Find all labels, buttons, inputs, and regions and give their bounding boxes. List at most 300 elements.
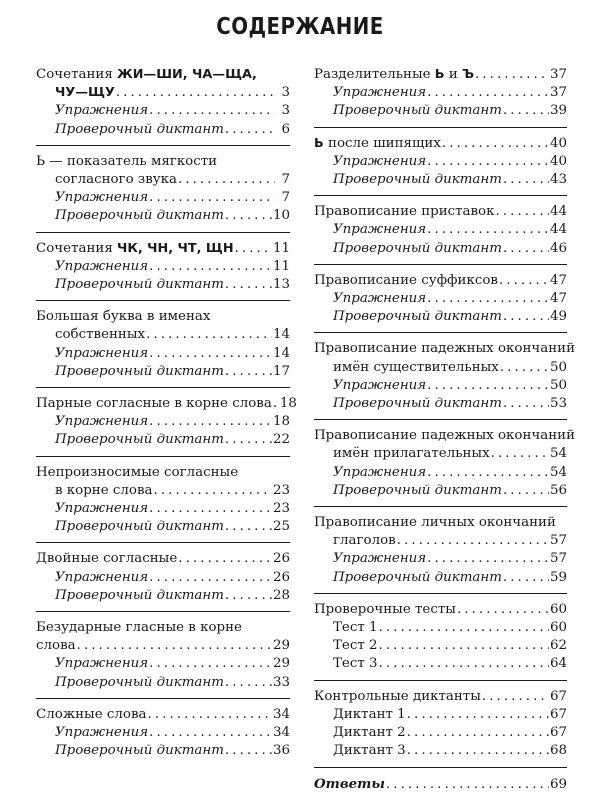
toc-line[interactable] <box>36 724 290 742</box>
toc-entry-title <box>314 66 474 84</box>
divider <box>36 387 290 388</box>
toc-line[interactable] <box>314 724 567 742</box>
toc-entry-title-text: Правописание падежных окончаний <box>314 428 576 444</box>
toc-entry-title-text: Ь — показатель мягкости <box>36 153 218 169</box>
toc-line[interactable] <box>36 518 290 536</box>
toc-entry-title-cont <box>55 482 153 500</box>
divider <box>36 698 290 699</box>
toc-line[interactable] <box>36 258 290 276</box>
toc-entry-title-text: Сочетания <box>36 240 118 256</box>
toc-line[interactable] <box>36 276 290 294</box>
toc-entry-title-text: Непроизносимые согласные <box>36 464 239 480</box>
dot-leader <box>225 674 272 692</box>
toc-page-number: 11 <box>272 258 290 274</box>
toc-entry <box>36 240 290 295</box>
toc-line[interactable] <box>36 189 290 207</box>
toc-entry-title-text: Правописание падежных окончаний <box>314 341 576 357</box>
toc-line[interactable] <box>36 66 290 84</box>
toc-entry-title-text: Сложные слова <box>36 706 147 722</box>
toc-page-number: 33 <box>272 674 290 690</box>
toc-line[interactable] <box>36 102 290 120</box>
toc-entry-title <box>314 203 494 221</box>
dot-leader <box>427 290 549 308</box>
toc-page-number: 17 <box>272 363 290 379</box>
toc-line[interactable] <box>314 601 567 619</box>
toc-subentry-title: Упражнения <box>55 414 149 430</box>
toc-entry <box>314 427 576 500</box>
dot-leader <box>495 203 548 221</box>
toc-subentry-title: Упражнения <box>55 258 149 274</box>
toc-page-number: 54 <box>549 446 567 462</box>
toc-subentry-title: Проверочный диктант <box>55 519 224 535</box>
toc-entry-title-cont <box>333 359 499 377</box>
toc-entry-title <box>314 135 441 153</box>
dot-leader <box>407 724 549 742</box>
toc-entry <box>314 514 567 587</box>
dot-leader <box>225 587 272 605</box>
toc-entry-title-text: глаголов <box>333 533 396 549</box>
toc-entry <box>36 550 290 605</box>
dot-leader <box>386 776 549 794</box>
dot-leader <box>273 395 279 413</box>
toc-line[interactable] <box>314 688 567 706</box>
toc-line[interactable] <box>314 272 567 290</box>
toc-page-number: 7 <box>281 172 290 188</box>
dot-leader <box>503 308 549 326</box>
toc-line[interactable] <box>36 674 290 692</box>
dot-leader <box>149 413 272 431</box>
dot-leader <box>407 742 549 760</box>
toc-subentry-title: Проверочный диктант <box>55 363 224 379</box>
toc-entry-title <box>314 427 575 445</box>
toc-subentry-title: Проверочный диктант <box>333 309 502 325</box>
toc-page-number: 3 <box>281 85 290 101</box>
toc-line[interactable] <box>36 240 290 258</box>
toc-subentry-title: Проверочный диктант <box>55 208 224 224</box>
toc-line[interactable] <box>36 464 290 482</box>
toc-entry-title-cont <box>55 171 177 189</box>
toc-entry-title-text: Безударные гласные в корне <box>36 620 242 636</box>
toc-subentry-title: Проверочный диктант <box>55 587 224 603</box>
toc-page-number: 29 <box>272 656 290 672</box>
toc-page-number: 3 <box>281 103 290 119</box>
toc-line[interactable] <box>36 655 290 673</box>
dot-leader <box>503 171 549 189</box>
toc-entry-title-text: Сочетания <box>36 67 118 82</box>
dot-leader <box>225 276 272 294</box>
toc-entry-title-bold: Ъ <box>462 67 475 82</box>
dot-leader <box>503 102 549 120</box>
toc-page-number: 64 <box>549 656 567 672</box>
toc-subentry-title: Проверочный диктант <box>55 743 224 759</box>
page-title: СОДЕРЖАНИЕ <box>216 14 384 40</box>
toc-page-number: 46 <box>549 240 567 256</box>
toc-page-number: 36 <box>272 743 290 759</box>
toc-page-number: 62 <box>549 638 567 654</box>
toc-subentry-title: Проверочный диктант <box>333 569 502 585</box>
toc-page-number: 37 <box>549 67 567 82</box>
toc-entry <box>314 340 576 413</box>
toc-page-number: 68 <box>549 743 567 759</box>
toc-entry-title-text: Парные согласные в корне слова <box>36 396 272 412</box>
divider <box>36 456 290 457</box>
divider <box>314 767 567 768</box>
toc-subentry-title: Упражнения <box>333 377 427 393</box>
toc-page-number: 54 <box>549 464 567 480</box>
toc-entry-title-cont <box>36 637 76 655</box>
toc-entry-title-bold: Ь <box>434 67 445 82</box>
toc-subentry-title: Упражнения <box>333 153 427 169</box>
toc-subentry-title: Упражнения <box>55 725 149 741</box>
toc-entry-title <box>314 340 575 358</box>
dot-leader <box>146 326 272 344</box>
toc-line[interactable] <box>314 66 567 84</box>
toc-page-number: 67 <box>549 688 567 704</box>
toc-page-number: 43 <box>549 172 567 188</box>
toc-entry-title <box>36 619 242 637</box>
toc-subentry-title: Упражнения <box>55 501 149 517</box>
toc-right-column <box>314 66 576 794</box>
dot-leader <box>235 240 272 258</box>
toc-page-number: 40 <box>549 135 567 151</box>
toc-page-number: 14 <box>272 327 290 343</box>
toc-line[interactable] <box>314 171 567 189</box>
toc-page-number: 56 <box>549 482 567 498</box>
toc-page-number: 34 <box>272 706 290 722</box>
toc-left-column <box>36 66 297 761</box>
toc-line[interactable] <box>314 775 567 794</box>
toc-line[interactable] <box>314 395 567 413</box>
toc-entry-title-text: Правописание личных окончаний <box>314 515 556 531</box>
toc-entry <box>314 601 567 674</box>
divider <box>314 419 567 420</box>
toc-entry-title-text: Разделительные <box>314 67 435 82</box>
toc-line[interactable] <box>36 363 290 381</box>
toc-entry <box>314 135 567 190</box>
dot-leader <box>407 706 549 724</box>
toc-entry-title-text: Двойные согласные <box>36 551 178 567</box>
toc-entry-title-text: ЧУ—ЩУ <box>55 85 115 101</box>
toc-line[interactable] <box>314 102 567 120</box>
toc-page-number: 47 <box>549 291 567 307</box>
dot-leader <box>475 66 549 84</box>
toc-entry-title-text: имён существительных <box>333 359 499 375</box>
toc-entry-title <box>36 308 210 326</box>
divider <box>36 542 290 543</box>
dot-leader <box>225 121 275 139</box>
dot-leader <box>397 532 549 550</box>
toc-entry <box>36 308 290 381</box>
toc-entry-title-text: Контрольные диктанты <box>314 688 481 704</box>
dot-leader <box>149 655 272 673</box>
toc-entry-title-bold: Ь <box>314 135 324 151</box>
dot-leader <box>149 569 272 587</box>
toc-line[interactable] <box>314 359 567 377</box>
toc-page-number: 40 <box>549 153 567 169</box>
toc-page-number: 18 <box>272 414 290 430</box>
toc-entry-title <box>36 550 177 568</box>
toc-entry-title <box>36 395 272 413</box>
toc-page-number: 57 <box>549 533 567 549</box>
toc-subentry-title: Проверочный диктант <box>333 103 502 119</box>
divider <box>36 300 290 301</box>
toc-line[interactable] <box>36 500 290 518</box>
toc-page-number: 29 <box>272 638 290 654</box>
toc-entry-title-text: Правописание приставок <box>314 204 495 220</box>
toc-line[interactable] <box>314 550 567 568</box>
toc-subentry-title: Проверочный диктант <box>55 277 224 293</box>
toc-line[interactable] <box>314 532 567 550</box>
toc-line[interactable] <box>36 326 290 344</box>
toc-subentry-title: Упражнения <box>55 190 149 206</box>
toc-entry-title <box>314 514 556 532</box>
toc-entry-title-bold: ЧК, ЧН, ЧТ, ЩН <box>117 240 234 256</box>
toc-subentry-title: Тест 1 <box>333 620 378 636</box>
dot-leader <box>149 345 272 363</box>
toc-subentry-title: Проверочный диктант <box>333 240 502 256</box>
divider <box>314 127 567 128</box>
toc-entry <box>36 619 290 692</box>
toc-line[interactable] <box>314 84 567 102</box>
dot-leader <box>77 637 272 655</box>
toc-line[interactable] <box>314 377 567 395</box>
toc-page-number: 39 <box>549 103 567 119</box>
dot-leader <box>491 445 549 463</box>
toc-subentry-title: Упражнения <box>55 569 149 585</box>
toc-page-number: 50 <box>549 377 567 393</box>
divider <box>36 145 290 146</box>
dot-leader <box>178 171 275 189</box>
divider <box>314 195 567 196</box>
toc-subentry-title: Проверочный диктант <box>55 432 224 448</box>
dot-leader <box>225 431 272 449</box>
toc-entry-title <box>36 706 147 724</box>
toc-line[interactable] <box>36 637 290 655</box>
toc-subentry-title: Проверочный диктант <box>55 674 224 690</box>
toc-line[interactable] <box>314 445 567 463</box>
toc-entry-title-text: слова <box>36 638 76 654</box>
toc-entry-title <box>36 464 238 482</box>
toc-line[interactable] <box>36 413 290 431</box>
toc-subentry-title: Упражнения <box>333 222 427 238</box>
toc-line[interactable] <box>36 121 290 139</box>
toc-line[interactable] <box>314 742 567 760</box>
dot-leader <box>427 550 549 568</box>
toc-subentry-title: Проверочный диктант <box>333 172 502 188</box>
toc-page-number: 47 <box>549 272 567 288</box>
toc-page-number: 49 <box>549 309 567 325</box>
dot-leader <box>149 189 275 207</box>
toc-subentry-title: Проверочный диктант <box>333 396 502 412</box>
dot-leader <box>148 706 272 724</box>
toc-entry-title-bold: Ответы <box>314 775 385 792</box>
dot-leader <box>149 724 272 742</box>
toc-subentry-title: Проверочный диктант <box>333 482 502 498</box>
toc-line[interactable] <box>36 742 290 760</box>
toc-entry <box>314 203 567 258</box>
toc-entry-title <box>36 153 217 171</box>
dot-leader <box>427 464 549 482</box>
toc-entry-title-bold: ЖИ—ШИ, ЧА—ЩА, <box>117 67 257 82</box>
toc-entry <box>314 66 567 121</box>
toc-page-number: 67 <box>549 725 567 741</box>
toc-page-number: 22 <box>272 432 290 448</box>
toc-line[interactable] <box>36 84 290 102</box>
toc-line[interactable] <box>36 308 290 326</box>
toc-line[interactable] <box>314 240 567 258</box>
dot-leader <box>379 655 549 673</box>
toc-entry-title-text: Большая буква в именах <box>36 309 211 325</box>
toc-line[interactable] <box>314 637 567 655</box>
toc-line[interactable] <box>36 171 290 189</box>
divider <box>314 593 567 594</box>
toc-line[interactable] <box>314 340 576 358</box>
toc-line[interactable] <box>36 207 290 225</box>
toc-page-number: 44 <box>549 222 567 238</box>
toc-line[interactable] <box>314 153 567 171</box>
toc-line[interactable] <box>36 587 290 605</box>
toc-subentry-title: Упражнения <box>333 85 427 101</box>
toc-entry-title-text: собственных <box>55 327 146 343</box>
toc-page-number: 23 <box>272 482 290 498</box>
divider <box>36 611 290 612</box>
toc-subentry-title: Упражнения <box>333 291 427 307</box>
toc-page-number: 26 <box>272 551 290 567</box>
toc-page-number: 59 <box>549 569 567 585</box>
toc-line[interactable] <box>314 482 567 500</box>
toc-entry-title-text: Правописание суффиксов <box>314 272 498 288</box>
toc-page-number: 44 <box>549 204 567 220</box>
toc-page-number: 34 <box>272 725 290 741</box>
toc-line[interactable] <box>36 569 290 587</box>
toc-page-number: 11 <box>272 240 290 256</box>
toc-line[interactable] <box>314 514 567 532</box>
toc-page-number: 28 <box>272 587 290 603</box>
toc-subentry-title: Тест 2 <box>333 638 378 654</box>
dot-leader <box>178 550 272 568</box>
toc-line[interactable] <box>36 482 290 500</box>
toc-line[interactable] <box>314 290 567 308</box>
toc-page-number: 10 <box>272 208 290 224</box>
dot-leader <box>379 637 549 655</box>
dot-leader <box>116 84 275 102</box>
toc-line[interactable] <box>314 464 567 482</box>
toc-line[interactable] <box>36 431 290 449</box>
toc-page-number: 14 <box>272 345 290 361</box>
dot-leader <box>154 482 272 500</box>
toc-entry-title-text: Проверочные тесты <box>314 601 456 617</box>
toc-entry-title <box>36 66 257 84</box>
dot-leader <box>225 518 272 536</box>
toc-subentry-title: Упражнения <box>333 551 427 567</box>
toc-line[interactable] <box>314 655 567 673</box>
toc-entry <box>314 272 567 327</box>
toc-entry-title-text: имён прилагательных <box>333 446 490 462</box>
toc-subentry-title: Проверочный диктант <box>55 121 224 137</box>
toc-line[interactable] <box>314 619 567 637</box>
dot-leader <box>225 742 272 760</box>
toc-subentry-title: Диктант 3 <box>333 743 406 759</box>
toc-page-number: 37 <box>549 85 567 101</box>
toc-page-number: 7 <box>281 190 290 206</box>
toc-page-number: 26 <box>272 569 290 585</box>
toc-entry <box>36 153 290 226</box>
dot-leader <box>149 102 275 120</box>
toc-line[interactable] <box>314 135 567 153</box>
toc-entry-title <box>314 272 498 290</box>
divider <box>314 680 567 681</box>
toc-line[interactable] <box>314 569 567 587</box>
toc-entry <box>36 66 290 139</box>
toc-page-number: 57 <box>549 551 567 567</box>
toc-entry <box>36 706 290 761</box>
toc-line[interactable] <box>314 427 576 445</box>
dot-leader <box>149 258 272 276</box>
toc-subentry-title: Упражнения <box>55 103 149 119</box>
toc-line[interactable] <box>36 619 290 637</box>
toc-entry-title-cont <box>333 445 490 463</box>
toc-page-number: 69 <box>549 776 567 792</box>
dot-leader <box>503 395 549 413</box>
toc-page-number: 6 <box>281 121 290 137</box>
toc-subentry-title: Упражнения <box>55 345 149 361</box>
toc-entry-title <box>314 601 456 619</box>
dot-leader <box>442 135 549 153</box>
dot-leader <box>482 688 549 706</box>
toc-subentry-title: Диктант 2 <box>333 725 406 741</box>
toc-subentry-title: Диктант 1 <box>333 706 406 722</box>
toc-page-number: 18 <box>279 396 297 412</box>
dot-leader <box>499 272 549 290</box>
toc-entry-title-cont <box>55 84 115 102</box>
toc-entry <box>314 775 567 794</box>
toc-entry-title <box>314 688 481 706</box>
toc-line[interactable] <box>36 395 297 413</box>
dot-leader <box>503 482 549 500</box>
dot-leader <box>503 240 549 258</box>
dot-leader <box>427 84 549 102</box>
toc-page-number: 25 <box>272 519 290 535</box>
toc-entry <box>36 464 290 537</box>
dot-leader <box>379 619 549 637</box>
toc-line[interactable] <box>36 550 290 568</box>
divider <box>314 332 567 333</box>
toc-page-number: 53 <box>549 396 567 412</box>
toc-page-number: 50 <box>549 359 567 375</box>
toc-line[interactable] <box>314 203 567 221</box>
toc-page-number: 60 <box>549 620 567 636</box>
toc-entry-title-cont <box>333 532 396 550</box>
toc-line[interactable] <box>36 706 290 724</box>
toc-subentry-title: Упражнения <box>55 656 149 672</box>
divider <box>314 506 567 507</box>
toc-subentry-title: Тест 3 <box>333 656 378 672</box>
toc-line[interactable] <box>314 221 567 239</box>
dot-leader <box>225 363 272 381</box>
toc-page-number: 60 <box>549 601 567 617</box>
toc-page-number: 13 <box>272 277 290 293</box>
toc-line[interactable] <box>314 706 567 724</box>
toc-entry-title-text: в корне слова <box>55 482 153 498</box>
dot-leader <box>457 601 549 619</box>
toc-page-number: 23 <box>272 501 290 517</box>
toc-line[interactable] <box>314 308 567 326</box>
dot-leader <box>503 569 549 587</box>
toc-line[interactable] <box>36 153 290 171</box>
toc-line[interactable] <box>36 345 290 363</box>
toc-entry-title-text: после шипящих <box>323 135 441 151</box>
dot-leader <box>427 153 549 171</box>
